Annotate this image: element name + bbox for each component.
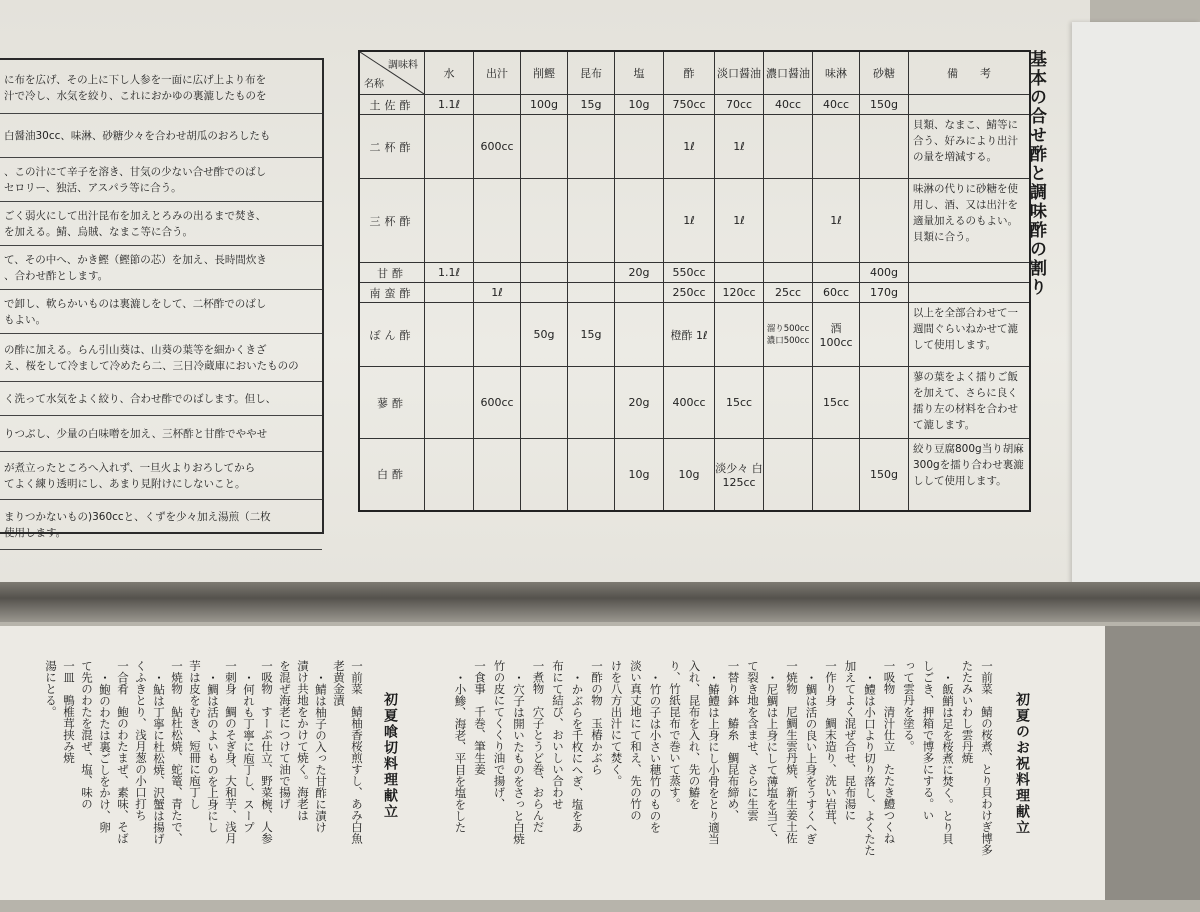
table-cell: 10g xyxy=(615,439,664,511)
col-header: 濃口醤油 xyxy=(764,51,813,95)
table-cell: 70cc xyxy=(715,95,764,115)
menu-column: って雲丹を塗る。 xyxy=(902,660,916,752)
table-cell xyxy=(425,179,474,263)
left-text-line: に布を広げ、その上に下し人参を一面に広げ上より布を xyxy=(4,74,267,86)
menu-column: ・かぶらを千枚にへぎ、塩をあ xyxy=(570,672,585,833)
menu-column: ・鯖は柚子の入った甘酢に漬け xyxy=(314,672,328,833)
table-row xyxy=(359,367,1030,439)
col-header: 昆布 xyxy=(568,51,615,95)
table-cell: 400cc xyxy=(664,367,715,439)
col-header: 味淋 xyxy=(813,51,860,95)
row-note: 蓼の葉をよく擂りご飯を加えて、さらに良く擂り左の材料を合わせて漉します。 xyxy=(909,367,1031,439)
table-cell xyxy=(715,303,764,367)
row-note: 味淋の代りに砂糖を使用し、酒、又は出汁を適量加えるのもよい。貝類に合う。 xyxy=(909,179,1031,263)
table-cell xyxy=(764,367,813,439)
table-cell xyxy=(474,263,521,283)
table-cell xyxy=(425,439,474,511)
table-cell: 15cc xyxy=(813,367,860,439)
menu-column: て先のわたを混ぜ、塩、味の xyxy=(80,660,94,810)
row-name: 白酢 xyxy=(359,439,425,511)
table-cell: 40cc xyxy=(813,95,860,115)
menu-column: 淡い真丈地にて和え、先の竹の xyxy=(629,660,643,821)
table-cell: 400g xyxy=(860,263,909,283)
table-cell xyxy=(615,115,664,179)
left-text-line: まりつかないもの)360ccと、くずを少々加え湯煎（二枚 xyxy=(4,511,271,523)
row-name: 南蛮酢 xyxy=(359,283,425,303)
table-cell: 50g xyxy=(521,303,568,367)
table-cell xyxy=(615,179,664,263)
table-cell xyxy=(615,303,664,367)
table-cell: 1ℓ xyxy=(813,179,860,263)
row-name: 蓼酢 xyxy=(359,367,425,439)
table-header-row xyxy=(359,51,1030,95)
table-cell xyxy=(425,367,474,439)
row-name: ぽん酢 xyxy=(359,303,425,367)
menu-column: しごき、押箱で博多にする。い xyxy=(921,660,936,821)
table-row xyxy=(359,263,1030,283)
row-note: 絞り豆腐800g当り胡麻300gを擂り合わせ裏漉しして使用します。 xyxy=(909,439,1031,511)
menu-column: くふきとり、浅月葱の小口打ち xyxy=(134,660,148,821)
left-text-row xyxy=(0,334,322,382)
menu-column: 竹の皮にてくくり油で揚げ、 xyxy=(492,660,507,810)
left-text-line: もよい。 xyxy=(4,314,46,326)
left-text-row xyxy=(0,202,322,246)
left-text-line: 、この汁にて辛子を溶き、甘気の少ない合せ酢でのばし xyxy=(4,166,267,178)
row-note: 貝類、なまこ、鯖等に合う、好みにより出汁の量を増減する。 xyxy=(909,115,1031,179)
row-name: 二杯酢 xyxy=(359,115,425,179)
table-cell xyxy=(425,303,474,367)
menu-column: 老黄金漬 xyxy=(332,660,346,706)
table-cell xyxy=(813,263,860,283)
table-cell: 250cc xyxy=(664,283,715,303)
row-note: 以上を全部合わせて一週間ぐらいねかせて漉して使用します。 xyxy=(909,303,1031,367)
left-text-line: く洗って水気をよく絞り、合わせ酢でのばします。但し、 xyxy=(4,393,277,405)
menu-column: 一食事 千巻、筆生姜 xyxy=(473,660,487,775)
header-corner-top: 調味料 xyxy=(388,60,418,71)
menu-column: ・小鯵、海老、平目を塩をした xyxy=(453,672,468,833)
table-cell xyxy=(568,115,615,179)
menu-column: ・飯鮹は足を桜煮に焚く。とり貝 xyxy=(941,672,955,845)
header-corner-bottom: 名称 xyxy=(364,79,384,90)
left-text-line: 使用します。 xyxy=(4,527,67,539)
table-cell: 1ℓ xyxy=(474,283,521,303)
table-cell: 15cc xyxy=(715,367,764,439)
left-text-row xyxy=(0,290,322,334)
left-text-row xyxy=(0,452,322,500)
table-cell xyxy=(860,179,909,263)
table-cell xyxy=(568,179,615,263)
menu-column: 湯にとる。 xyxy=(44,660,58,718)
table-cell xyxy=(425,283,474,303)
table-cell xyxy=(813,115,860,179)
menu-column: 布にて結び、おいしい合わせ xyxy=(551,660,565,810)
menu-column: 芋は皮をむき、短冊に庖丁し xyxy=(188,660,202,810)
table-cell xyxy=(521,439,568,511)
table-cell: 橙酢 1ℓ xyxy=(664,303,715,367)
table-cell xyxy=(425,115,474,179)
row-name: 三杯酢 xyxy=(359,179,425,263)
table-cell: 淡少々 白125cc xyxy=(715,439,764,511)
menu-column: 一吸物 清汁仕立 たたき鱧つくね xyxy=(882,660,897,844)
table-cell: 10g xyxy=(664,439,715,511)
col-header: 砂糖 xyxy=(860,51,909,95)
left-text-row xyxy=(0,382,322,416)
menu-column: 一酢の物 玉椿かぶら xyxy=(590,660,604,775)
table-cell: 120cc xyxy=(715,283,764,303)
menu-column: ・鰆鱧は上身にし小骨をとり適当 xyxy=(707,672,721,845)
menu-column: を混ぜ海老につけて油で揚げ xyxy=(278,660,292,810)
table-row xyxy=(359,439,1030,511)
menu-column: 一皿 鴨椎茸挟み焼 xyxy=(62,660,76,764)
table-cell: 600cc xyxy=(474,115,521,179)
table-body xyxy=(359,95,1030,511)
table-cell: 40cc xyxy=(764,95,813,115)
menu-column: ・鮑のわたは裏ごしをかけ、卵 xyxy=(98,672,112,833)
table-cell xyxy=(521,263,568,283)
row-note xyxy=(909,263,1031,283)
table-cell xyxy=(764,115,813,179)
table-cell xyxy=(860,303,909,367)
table-cell: 酒 100cc xyxy=(813,303,860,367)
menu-title-1: 初夏のお祝料理献立 xyxy=(1014,692,1030,836)
table-row xyxy=(359,303,1030,367)
left-text-row xyxy=(0,500,322,550)
table-cell xyxy=(474,439,521,511)
left-text-line: 白醤油30cc、味淋、砂糖少々を合わせ胡瓜のおろしたも xyxy=(4,130,271,142)
header-corner-cell xyxy=(359,51,425,95)
menu-column: 入れ、昆布を入れ、先の鰆を xyxy=(687,660,702,810)
menu-column: て裂き地を含ませ、さらに生雲 xyxy=(746,660,760,821)
table-cell: 1.1ℓ xyxy=(425,263,474,283)
menu-column: 一合肴 鮑のわたまぜ、素味、そば xyxy=(116,660,130,844)
table-cell xyxy=(764,263,813,283)
table-cell xyxy=(521,179,568,263)
left-text-line: 汁で冷し、水気を絞り、これにおかゆの裏漉したものを xyxy=(4,90,267,102)
left-text-line: が煮立ったところへ入れず、一旦火よりおろしてから xyxy=(4,462,256,474)
table-cell: 600cc xyxy=(474,367,521,439)
menu-column: けを八方出汁にて焚く。 xyxy=(609,660,624,787)
menu-column: 加えてよく混ぜ合せ、昆布湯に xyxy=(843,660,858,821)
table-cell: 20g xyxy=(615,263,664,283)
table-row xyxy=(359,179,1030,263)
table-cell xyxy=(568,367,615,439)
table-cell xyxy=(521,367,568,439)
left-text-line: の酢に加える。らん引山葵は、山葵の葉等を細かくきざ xyxy=(4,344,267,356)
menu-column: り、竹紙昆布で巻いて蒸す。 xyxy=(668,660,682,810)
menu-column: ・穴子は開いたものをさっと白焼 xyxy=(512,672,526,845)
left-text-line: てよく練り透明にし、あまり見附けにしないこと。 xyxy=(4,478,246,490)
table-cell xyxy=(521,115,568,179)
col-header: 水 xyxy=(425,51,474,95)
table-cell: 150g xyxy=(860,95,909,115)
table-cell: 170g xyxy=(860,283,909,303)
menu-column: 一焼物 鮎杜松焼、蛇篭、青たで、 xyxy=(170,660,184,844)
table-cell: 1ℓ xyxy=(664,179,715,263)
table-cell: 15g xyxy=(568,95,615,115)
table-cell: 550cc xyxy=(664,263,715,283)
row-note xyxy=(909,283,1031,303)
left-text-row xyxy=(0,416,322,452)
table-cell xyxy=(764,439,813,511)
table-cell xyxy=(521,283,568,303)
left-text-line: を加える。鯖、烏賊、なまこ等に合う。 xyxy=(4,226,193,238)
bottom-right-background xyxy=(1105,626,1200,900)
menu-column: ・鯛は活の良い上身をうすくへぎ xyxy=(804,672,819,845)
table-cell xyxy=(474,303,521,367)
table-cell xyxy=(474,179,521,263)
menu-column: 一替り鉢 鰆糸 鯛昆布締め、 xyxy=(726,660,741,821)
col-header: 備 考 xyxy=(909,51,1031,95)
table-row xyxy=(359,115,1030,179)
table-cell xyxy=(813,439,860,511)
table-cell: 750cc xyxy=(664,95,715,115)
table-cell xyxy=(715,263,764,283)
table-cell xyxy=(474,95,521,115)
col-header: 出汁 xyxy=(474,51,521,95)
menu-column: 一作り身 鯛末造り、洗い岩茸、 xyxy=(824,660,838,833)
left-text-line: セロリー、独活、アスパラ等に合う。 xyxy=(4,182,182,194)
row-note xyxy=(909,95,1031,115)
left-text-line: 、合わせ酢とします。 xyxy=(4,270,109,282)
col-header: 酢 xyxy=(664,51,715,95)
left-text-row xyxy=(0,114,322,158)
table-cell xyxy=(860,367,909,439)
table-cell: 100g xyxy=(521,95,568,115)
row-name: 土佐酢 xyxy=(359,95,425,115)
left-text-line: え、桜をして冷まして冷めたら二、三日冷蔵庫においたものの xyxy=(4,360,299,372)
left-text-row xyxy=(0,62,322,114)
menu-column: ・鮎は丁寧に杜松焼、沢蟹は揚げ xyxy=(152,672,166,845)
table-cell xyxy=(568,283,615,303)
table-cell: 溜り500cc 濃口500cc xyxy=(764,303,813,367)
page-title: 基本の合せ酢と調味酢の割り xyxy=(1026,50,1046,297)
table-row xyxy=(359,95,1030,115)
menu-column: 一前菜 鯖の桜煮、とり貝わけぎ博多 xyxy=(980,660,994,856)
table-cell: 1.1ℓ xyxy=(425,95,474,115)
left-text-line: りつぶし、少量の白味噌を加え、三杯酢と甘酢でややせ xyxy=(4,428,268,440)
table-cell xyxy=(568,439,615,511)
menu-column: 一吸物 すーぷ仕立、野菜椀、人参 xyxy=(260,660,274,844)
table-cell: 10g xyxy=(615,95,664,115)
table-cell: 150g xyxy=(860,439,909,511)
menu-column: ・鯛は活のよいものを上身にし xyxy=(206,672,220,833)
menu-column: 一刺身 鯛のそぎ身、大和芋、浅月 xyxy=(224,660,238,844)
menu-column: たたみいわし雲丹焼 xyxy=(960,660,975,764)
left-text-line: ごく弱火にして出汁昆布を加えとろみの出るまで焚き、 xyxy=(4,210,267,222)
menu-column: ・鱧は小口より切り落し、よくたた xyxy=(863,672,877,856)
table-cell xyxy=(615,283,664,303)
table-cell xyxy=(764,179,813,263)
table-cell: 25cc xyxy=(764,283,813,303)
col-header: 淡口醤油 xyxy=(715,51,764,95)
vinegar-ratio-table xyxy=(358,50,1031,512)
col-header: 塩 xyxy=(615,51,664,95)
page-gap-shadow xyxy=(0,582,1200,622)
left-text-line: て、その中へ、かき鰹（鰹節の芯）を加え、長時間炊き xyxy=(4,254,267,266)
menu-column: ・何れも丁寧に庖丁し、スープ xyxy=(242,672,256,833)
menu-column: 漬け共地をかけて焼く。海老は xyxy=(296,660,310,821)
menu-title-2: 初夏喰切料理献立 xyxy=(382,692,398,820)
left-text-line: で卸し、軟らかいものは裏漉しをして、二杯酢でのばし xyxy=(4,298,267,310)
table-cell: 1ℓ xyxy=(664,115,715,179)
menu-column: ・尼鯛は上身にして薄塩を当て、 xyxy=(765,672,780,845)
table-cell: 15g xyxy=(568,303,615,367)
menu-column: 一焼物 尼鯛生雲丹焼、新生姜土佐 xyxy=(785,660,799,844)
left-text-row xyxy=(0,158,322,202)
menu-column: 一煮物 穴子とうど巻、おらんだ xyxy=(531,660,546,833)
left-text-row xyxy=(0,246,322,290)
col-header: 削鰹 xyxy=(521,51,568,95)
row-name: 甘酢 xyxy=(359,263,425,283)
table-cell xyxy=(860,115,909,179)
table-cell xyxy=(568,263,615,283)
table-cell: 20g xyxy=(615,367,664,439)
table-row xyxy=(359,283,1030,303)
table-cell: 60cc xyxy=(813,283,860,303)
table-cell: 1ℓ xyxy=(715,115,764,179)
menu-column: 一前菜 鯖柚香桜煎すし、あみ白魚 xyxy=(350,660,364,844)
menu-column: ・竹の子は小さい穂竹のものを xyxy=(648,672,663,833)
left-recipe-box xyxy=(0,58,324,539)
right-page-edge xyxy=(1072,22,1200,592)
table-cell: 1ℓ xyxy=(715,179,764,263)
